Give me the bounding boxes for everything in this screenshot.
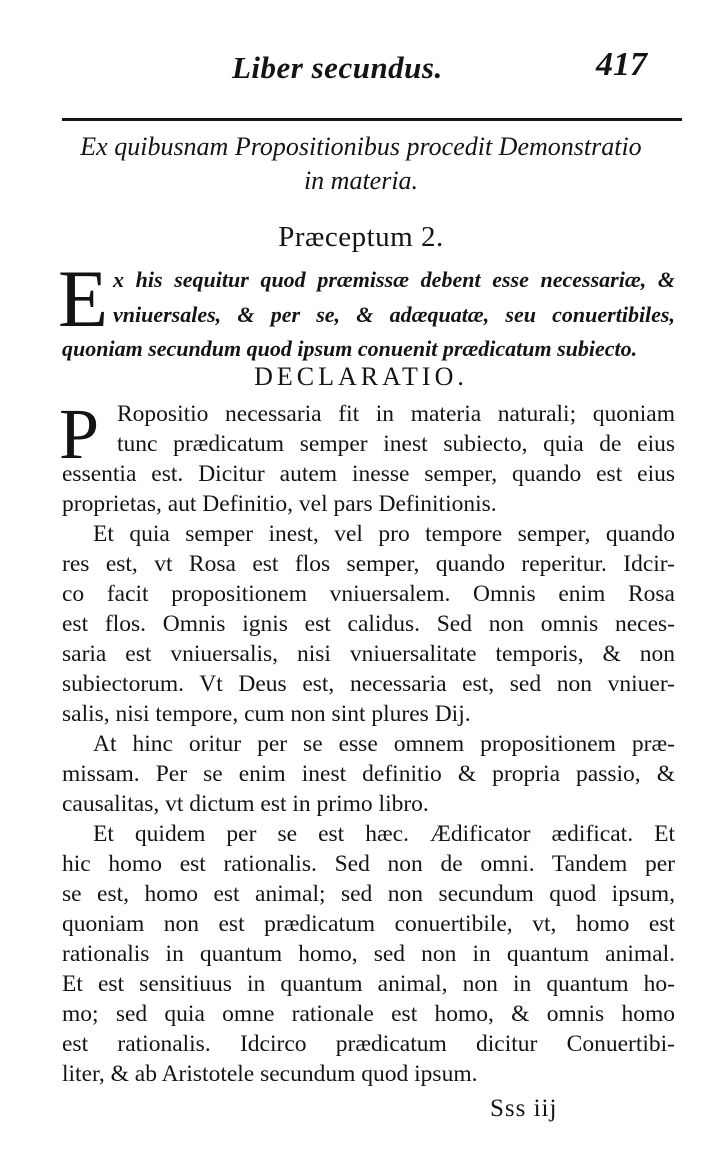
- body-line-17: se est, homo est animal; sed non secundum quod ipsum,: [62, 881, 675, 907]
- body-line-10: subiectorum. Vt Deus est, necessaria est, sed non vniuer-: [62, 671, 675, 697]
- body-line-13: missam. Per se enim inest definitio & propria passio, &: [62, 761, 675, 787]
- body-line-20: Et est sensitiuus in quantum animal, non in quantum ho-: [62, 971, 675, 997]
- body-line-3: essentia est. Dicitur autem inesse semper, quando est eius: [62, 461, 675, 487]
- body-line-19: rationalis in quantum homo, sed non in quantum animal.: [62, 941, 675, 967]
- signature-mark: Sss iij: [490, 1095, 558, 1122]
- body-line-5: Et quia semper inest, vel pro tempore semper, quando: [93, 521, 675, 547]
- body-line-2: tunc prædicatum semper inest subiecto, quia de eius: [117, 431, 675, 457]
- praeceptum-heading: Præceptum 2.: [278, 221, 444, 253]
- body-line-23: liter, & ab Aristotele secundum quod ipsum.: [62, 1061, 478, 1087]
- body-line-21: mo; sed quia omne rationale est homo, & omnis homo: [62, 1001, 675, 1027]
- section-title-line-1: Ex quibusnam Propositionibus procedit Demonstratio: [80, 132, 642, 161]
- body-line-4: proprietas, aut Definitio, vel pars Definitionis.: [62, 491, 497, 517]
- body-line-14: causalitas, vt dictum est in primo libro.: [62, 791, 429, 817]
- body-line-7: co facit propositionem vniuersalem. Omnis enim Rosa: [62, 581, 675, 607]
- body-line-22: est rationalis. Idcirco prædicatum dicitur Conuertibi-: [62, 1031, 675, 1057]
- header-rule: [62, 118, 682, 121]
- section-title: [40, 130, 682, 198]
- rule-text-line-3: quoniam secundum quod ipsum conuenit prædicatum subiecto.: [62, 336, 638, 361]
- rule-text-line-1: x his sequitur quod præmissæ debent esse necessariæ, &: [113, 267, 675, 292]
- body-line-12: At hinc oritur per se esse omnem propositionem præ-: [93, 731, 675, 757]
- rule-drop-cap: E: [58, 253, 109, 344]
- body-line-11: salis, nisi tempore, cum non sint plures Dij.: [62, 701, 471, 727]
- body-line-9: saria est vniuersalis, nisi vniuersalitate temporis, & non: [62, 641, 675, 667]
- declaratio-heading: DECLARATIO.: [254, 362, 468, 391]
- body-line-8: est flos. Omnis ignis est calidus. Sed non omnis neces-: [62, 611, 675, 637]
- body-line-16: hic homo est rationalis. Sed non de omni. Tandem per: [62, 851, 675, 877]
- page-number: 417: [596, 46, 647, 83]
- declaratio-drop-cap: P: [59, 394, 100, 474]
- running-head: Liber secundus.: [232, 50, 443, 85]
- body-line-6: res est, vt Rosa est flos semper, quando reperitur. Idcir-: [62, 551, 675, 577]
- body-line-1: Ropositio necessaria fit in materia naturali; quoniam: [117, 401, 675, 427]
- rule-text-line-2: vniuersales, & per se, & adæquatæ, seu conuertibiles,: [113, 302, 675, 327]
- body-line-18: quoniam non est prædicatum conuertibile, vt, homo est: [62, 911, 675, 937]
- section-title-line-2: in materia.: [303, 166, 419, 195]
- body-line-15: Et quidem per se est hæc. Ædificator ædificat. Et: [93, 821, 675, 847]
